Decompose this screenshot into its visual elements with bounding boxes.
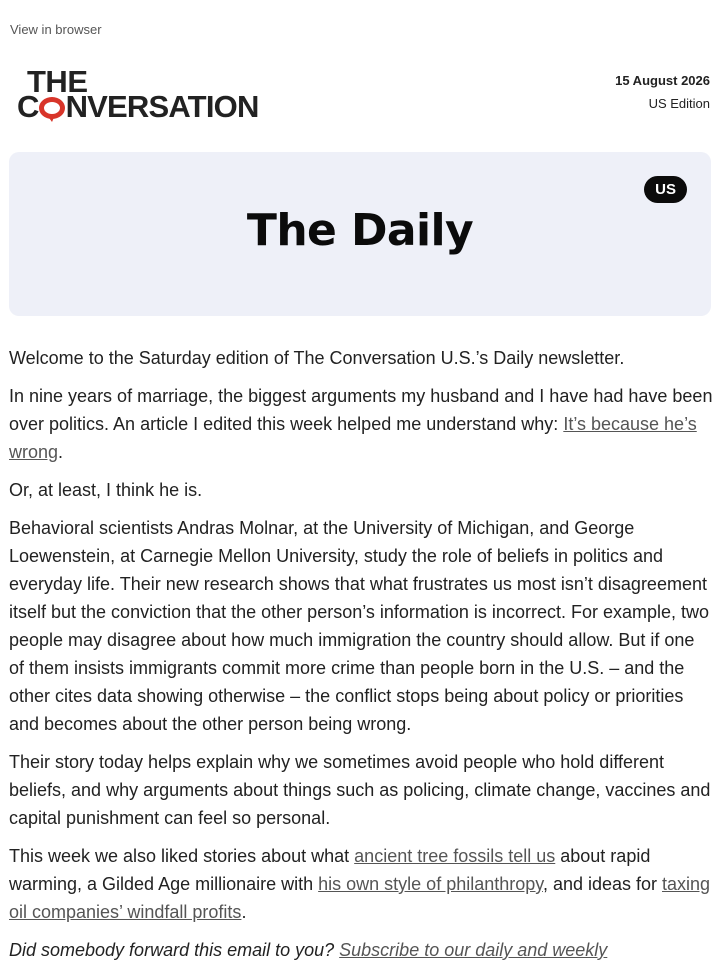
aside-paragraph: Or, at least, I think he is. <box>9 480 203 500</box>
issue-info <box>615 73 710 111</box>
tree-fossils-link[interactable]: ancient tree fossils tell us <box>354 846 556 866</box>
paragraph-text: This week we also liked stories about what <box>9 846 355 866</box>
logo-line-2-prefix: C <box>17 89 39 124</box>
newsletter-title: The Daily <box>246 205 474 256</box>
marriage-paragraph <box>9 382 713 466</box>
subscribe-link[interactable]: Subscribe to our daily and weekly <box>339 940 608 960</box>
edition-badge: US <box>644 176 687 203</box>
newsletter-body <box>9 344 713 974</box>
research-paragraph: Behavioral scientists Andras Molnar, at the University of Michigan, and George Loewenstein, at Carnegie Mellon University, study the role of beliefs in politics and everyday life. Their new research shows that what frustrates us most isn’t disagreement itself but the conviction that the other person’s information is incorrect. For example, two people may disagree about how much immigration the country should allow. But if one of them insists immigrants commit more crime than people born in the U.S. – and the other cites data showing otherwise – the conflict stops being about policy or priorities and becomes about the other person being wrong. <box>9 518 710 734</box>
philanthropy-link[interactable]: his own style of philanthropy <box>318 874 543 894</box>
issue-date: 15 August 2026 <box>615 73 710 88</box>
also-liked-paragraph <box>9 842 713 926</box>
speech-bubble-icon <box>39 97 65 119</box>
paragraph-end: . <box>241 902 247 922</box>
paragraph-text: In nine years of marriage, the biggest arguments my husband and I have had have been over politics. An article I edited this week helped me understand why: <box>9 386 713 434</box>
paragraph-text: about rapid warming, a Gilded Age millionaire with <box>9 846 651 894</box>
intro-paragraph: Welcome to the Saturday edition of The Conversation U.S.’s Daily newsletter. <box>9 348 625 368</box>
view-in-browser-link[interactable]: View in browser <box>10 22 102 37</box>
logo-line-2 <box>17 91 259 122</box>
featured-article-link[interactable]: It’s because he’s wrong <box>9 414 697 462</box>
logo-line-1: THE <box>27 64 88 99</box>
edition-label: US Edition <box>648 96 710 111</box>
paragraph-text: , and ideas for <box>542 874 663 894</box>
newsletter-banner <box>9 152 711 316</box>
the-conversation-logo[interactable] <box>17 66 277 126</box>
paragraph-end: . <box>58 442 64 462</box>
context-paragraph: Their story today helps explain why we sometimes avoid people who hold different beliefs, and why arguments about things such as policing, climate change, vaccines and capital punishment can feel so personal. <box>9 752 711 828</box>
windfall-profits-link[interactable]: taxing oil companies’ windfall profits <box>9 874 711 922</box>
paragraph-text: Did somebody forward this email to you? <box>9 940 340 960</box>
logo-line-2-rest: NVERSATION <box>65 89 259 124</box>
